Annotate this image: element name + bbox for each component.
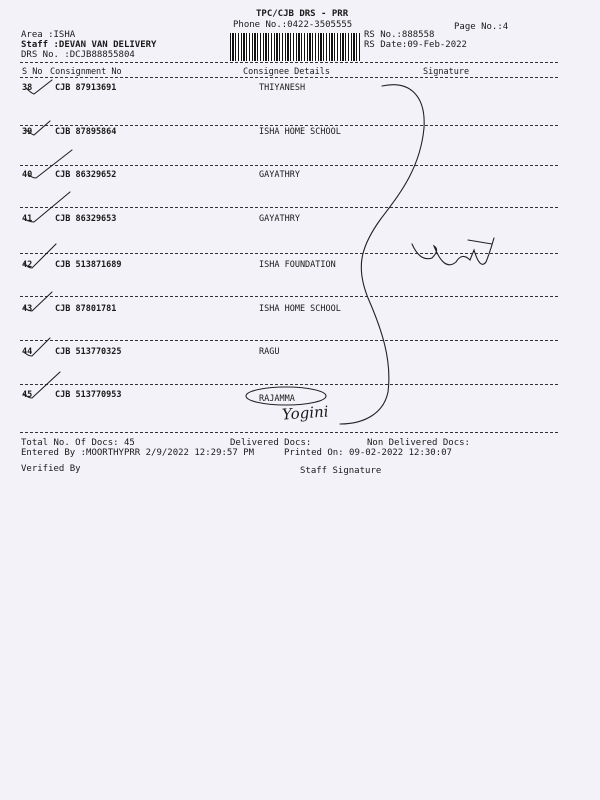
signature-icon [412,238,494,265]
tick-mark-icon [26,121,50,135]
tick-mark-icon [24,338,50,356]
handwritten-name: Yogini [281,402,330,424]
total-docs: Total No. Of Docs: 45 [21,438,135,448]
entered-by: Entered By :MOORTHYPRR 2/9/2022 12:29:57 PM [21,448,254,458]
tick-mark-icon [24,192,70,222]
tick-mark-icon [24,244,56,268]
printed-on: Printed On: 09-02-2022 12:30:07 [284,448,452,458]
page-number: Page No.:4 [454,22,509,32]
rs-date: RS Date:09-Feb-2022 [364,40,467,50]
row-sno: 38 [22,83,33,93]
row-consignment: CJB 513770325 [55,347,122,357]
column-consignment: Consignment No [50,67,122,77]
delivered-docs: Delivered Docs: [230,438,312,448]
row-consignee: ISHA FOUNDATION [259,260,336,270]
row-consignment: CJB 86329653 [55,214,117,224]
row-consignee: RAJAMMA [259,394,295,404]
signature-icon [340,85,424,424]
tick-mark-icon [26,80,52,94]
area-label: Area :ISHA [21,30,76,40]
column-signature: Signature [423,67,470,77]
row-sno: 41 [22,214,33,224]
row-sno: 42 [22,260,33,270]
row-sno: 39 [22,127,33,137]
staff-label: Staff :DEVAN VAN DELIVERY [21,40,157,50]
document-title: TPC/CJB DRS - PRR [256,9,349,19]
column-sno: S No [22,67,43,77]
row-consignee: ISHA HOME SCHOOL [259,304,341,314]
row-consignee: RAGU [259,347,280,357]
phone-number: Phone No.:0422-3505555 [233,20,353,30]
drs-number: DRS No. :DCJB88855804 [21,50,135,60]
row-consignee: THIYANESH [259,83,306,93]
non-delivered-docs: Non Delivered Docs: [367,438,470,448]
row-sno: 44 [22,347,33,357]
row-sno: 43 [22,304,33,314]
row-consignee: GAYATHRY [259,214,300,224]
footer-divider [20,432,558,433]
row-consignee: GAYATHRY [259,170,300,180]
verified-by: Verified By [21,464,81,474]
row-sno: 40 [22,170,33,180]
tick-mark-icon [28,150,72,178]
tick-mark-icon [24,292,52,311]
staff-signature: Staff Signature [300,466,382,476]
row-consignment: CJB 513770953 [55,390,122,400]
row-consignment: CJB 513871689 [55,260,122,270]
row-consignment: CJB 87913691 [55,83,117,93]
row-consignment: CJB 87801781 [55,304,117,314]
row-consignment: CJB 86329652 [55,170,117,180]
column-consignee: Consignee Details [243,67,330,77]
row-consignment: CJB 87895864 [55,127,117,137]
rs-number: RS No.:888558 [364,30,435,40]
row-sno: 45 [22,390,33,400]
row-consignee: ISHA HOME SCHOOL [259,127,341,137]
tick-mark-icon [24,372,60,398]
